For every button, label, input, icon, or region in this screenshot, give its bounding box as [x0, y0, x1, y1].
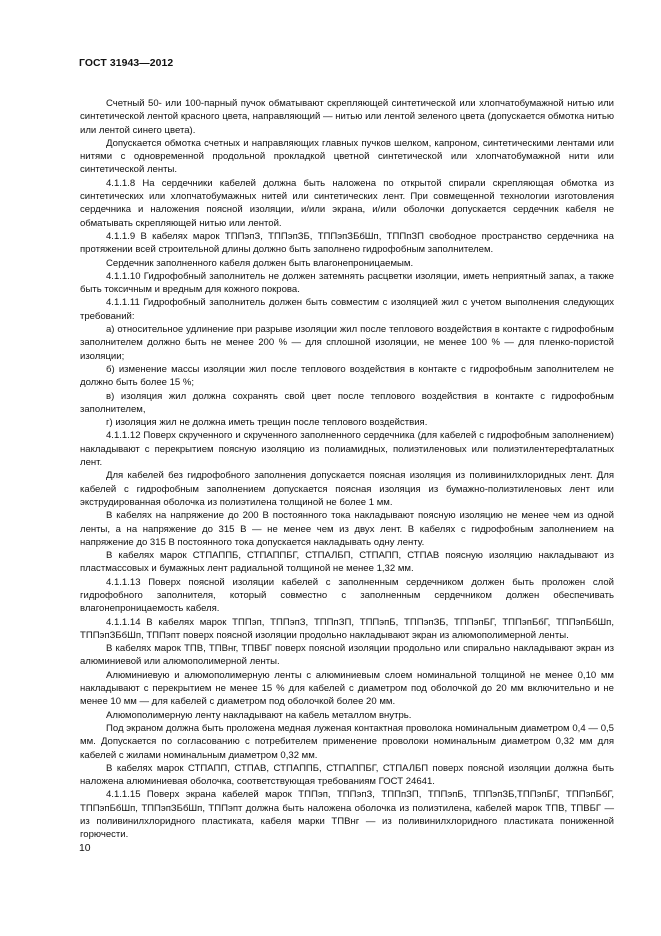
paragraph: 4.1.1.9 В кабелях марок ТППэпЗ, ТППэпЗБ, ТППэпЗБбШп, ТППпЗП свободное пространство сердечника на протяжении всей строительной длины должно быть заполнено гидрофобным заполнителем.	[80, 230, 614, 256]
paragraph: 4.1.1.10 Гидрофобный заполнитель не должен затемнять расцветки изоляции, иметь неприятный запах, а также быть токсичным и вредным для кожного покрова.	[80, 270, 614, 296]
paragraph: 4.1.1.13 Поверх поясной изоляции кабелей с заполненным сердечником должен быть проложен слой гидрофобного заполнителя, который совместно с заполненным сердечником должен обеспечивать влагонепроницаемость кабеля.	[80, 576, 614, 615]
paragraph: г) изоляция жил не должна иметь трещин после теплового воздействия.	[106, 417, 428, 429]
paragraph: б) изменение массы изоляции жил после теплового воздействия в контакте с гидрофобным заполнителем не должно быть более 15 %;	[80, 363, 614, 389]
paragraph: 4.1.1.14 В кабелях марок ТППэп, ТППэпЗ, ТППпЗП, ТППэпБ, ТППэпЗБ, ТППэпБГ, ТППэпБбГ, ТППэпБбШп, ТППэпЗБбШп, ТППэпт поверх поясной изоляции продольно накладывают экран из алюмополимерной ленты.	[80, 616, 614, 641]
paragraph: а) относительное удлинение при разрыве изоляции жил после теплового воздействия в контакте с гидрофобным заполнителем должно быть не менее 200 % — для сплошной изоляции, не менее 100 % — для пленко-пористой изоляции;	[80, 324, 614, 362]
paragraph: В кабелях марок СТПАППБ, СТПАППБГ, СТПАЛБП, СТПАПП, СТПАВ поясную изоляцию накладывают из пластмассовых и бумажных лент радиальной толщиной не менее 1,32 мм.	[80, 550, 614, 575]
paragraph: Счетный 50- или 100-парный пучок обматывают скрепляющей синтетической или хлопчатобумажной нитью или синтетической лентой красного цвета, направляющий — нитью или лентой зеленого цвета (допускается обмотка нитью или лентой синего цвета).	[80, 98, 614, 136]
paragraph: В кабелях на напряжение до 200 В постоянного тока накладывают поясную изоляцию не менее чем из одной ленты, а на напряжение до 315 В — не менее чем из двух лент. В кабелях с гидрофобным заполнением на напряжение до 315 В постоянного тока допускается накладывать одну ленту.	[80, 510, 614, 548]
paragraph: 4.1.1.11 Гидрофобный заполнитель должен быть совместим с изоляцией жил с учетом выполнения следующих требований:	[80, 297, 614, 322]
paragraph: Алюминиевую и алюмополимерную ленты с алюминиевым слоем номинальной толщиной не менее 0,10 мм накладывают с перекрытием не менее 15 % для кабелей с диаметром под оболочкой до 20 мм включительно и не менее 10 мм — для кабелей с диаметром под оболочкой более 20 мм.	[80, 669, 614, 708]
paragraph: в) изоляция жил должна сохранять свой цвет после теплового воздействия в контакте с гидрофобным заполнителем,	[80, 390, 614, 415]
paragraph: Алюмополимерную ленту накладывают на кабель металлом внутрь.	[106, 709, 412, 721]
paragraph: В кабелях марок СТПАПП, СТПАВ, СТПАППБ, СТПАППБГ, СТПАЛБП поверх поясной изоляции должна быть наложена алюминиевая оболочка, соответствующая требованиям ГОСТ 24641.	[80, 762, 614, 788]
paragraph: Допускается обмотка счетных и направляющих главных пучков шелком, капроном, синтетическими лентами или нитями с одновременной продольной прокладкой цветной синтетической или хлопчатобумажной нити или синтетической ленты.	[80, 137, 614, 176]
paragraph: Для кабелей без гидрофобного заполнения допускается поясная изоляция из поливинилхлоридных лент. Для кабелей с гидрофобным заполнением допускается поясная изоляция из бумажно-полиэтиленовых лент или экструдированная оболочка из полиэтилена толщиной не более 1 мм.	[80, 470, 614, 508]
paragraph: 4.1.1.12 Поверх скрученного и скрученного заполненного сердечника (для кабелей с гидрофобным заполнением) накладывают с перекрытием поясную изоляцию из полиамидных, полиэтиленовых или полиэтилентерефталатных лент.	[80, 430, 614, 469]
document-body	[80, 97, 614, 842]
paragraph: Сердечник заполненного кабеля должен быть влагонепроницаемым.	[106, 257, 414, 269]
paragraph: 4.1.1.15 Поверх экрана кабелей марок ТППэп, ТППэпЗ, ТППпЗП, ТППэпБ, ТППэпЗБ,ТППэпБГ, ТППэпБбГ, ТППэпБбШп, ТППэпЗБбШп, ТППэпт должна быть наложена оболочка из полиэтилена, кабелей марок ТПВ, ТПВБГ — из поливинилхлоридного пластиката, кабеля марки ТПВнг — из поливинилхлоридного пластиката пониженной горючести.	[80, 789, 614, 841]
document-header: ГОСТ 31943—2012	[79, 58, 174, 69]
paragraph: Под экраном должна быть проложена медная луженая контактная проволока номинальным диаметром 0,4 — 0,5 мм. Допускается по согласованию с потребителем применение проволоки номинальным диаметром 0,32 мм для кабелей с жилами номинальным диаметром 0,32 мм.	[80, 722, 614, 761]
paragraph: 4.1.1.8 На сердечники кабелей должна быть наложена по открытой спирали скрепляющая обмотка из синтетических или хлопчатобумажных нитей или синтетических лент. При совмещенной технологии изготовления сердечника и наложения поясной изоляции, и/или экрана, и/или оболочки допускается сердечник кабеля не обматывать скрепляющей нитью или лентой.	[80, 177, 614, 229]
paragraph: В кабелях марок ТПВ, ТПВнг, ТПВБГ поверх поясной изоляции продольно или спирально накладывают экран из алюминиевой или алюмополимерной ленты.	[80, 643, 614, 668]
page-number: 10	[79, 843, 91, 854]
